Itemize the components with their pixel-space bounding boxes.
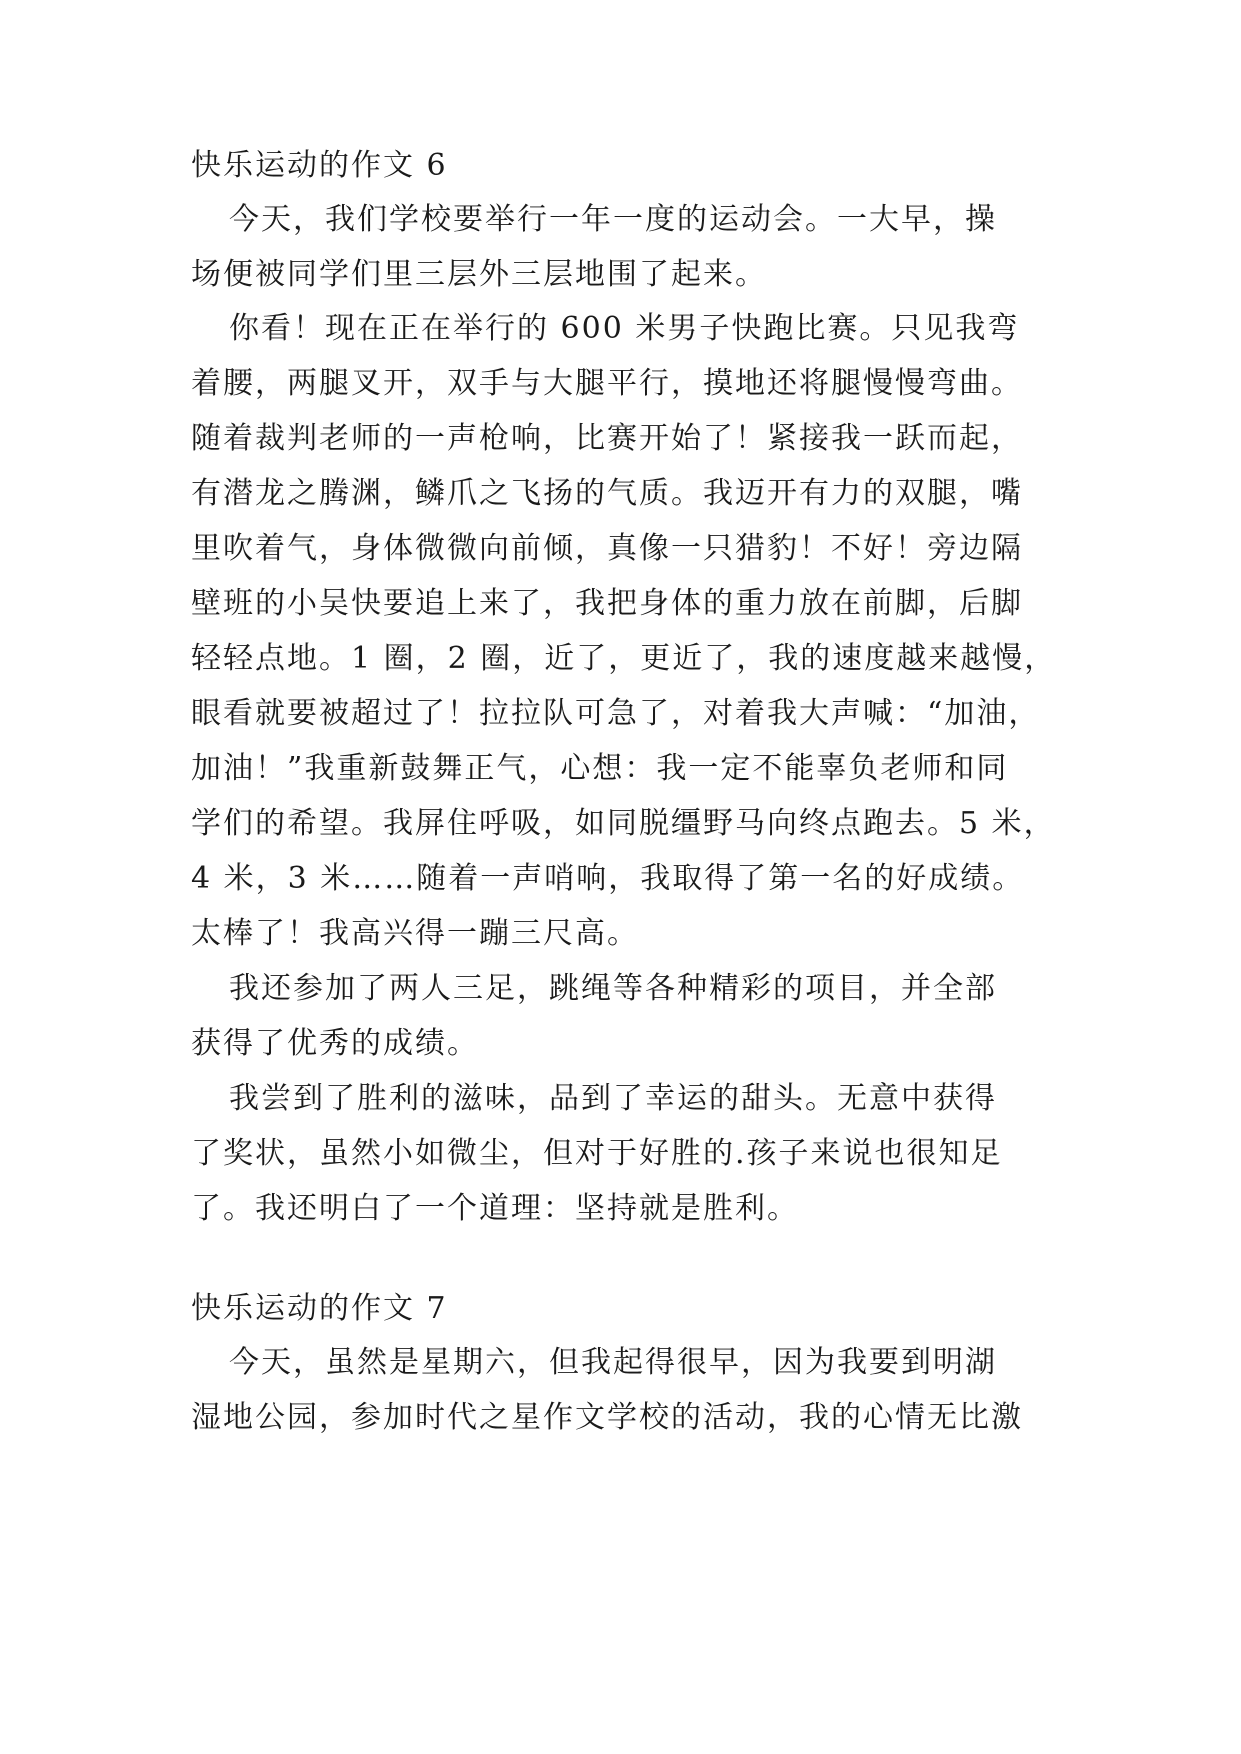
essay-6-paragraph-2-line-5: 里吹着气，身体微微向前倾，真像一只猎豹！不好！旁边隔	[191, 531, 1023, 566]
essay-7-paragraph-1-line-1: 今天，虽然是星期六，但我起得很早，因为我要到明湖	[229, 1345, 997, 1380]
essay-6-paragraph-2-line-10: 学们的希望。我屏住呼吸，如同脱缰野马向终点跑去。5 米，	[191, 806, 1056, 841]
essay-6-paragraph-2-line-12: 太棒了！我高兴得一蹦三尺高。	[191, 916, 639, 951]
essay-6-title: 快乐运动的作文 6	[191, 148, 448, 183]
essay-6-paragraph-2-line-6: 壁班的小吴快要追上来了，我把身体的重力放在前脚，后脚	[191, 586, 1023, 621]
essay-6-paragraph-2-line-4: 有潜龙之腾渊，鳞爪之飞扬的气质。我迈开有力的双腿，嘴	[191, 476, 1023, 511]
essay-6-paragraph-1-line-2: 场便被同学们里三层外三层地围了起来。	[191, 257, 767, 292]
essay-6-paragraph-3-line-2: 获得了优秀的成绩。	[191, 1026, 479, 1061]
essay-6-paragraph-2-line-1: 你看！现在正在举行的 600 米男子快跑比赛。只见我弯	[229, 311, 1020, 346]
essay-6-paragraph-2-line-3: 随着裁判老师的一声枪响，比赛开始了！紧接我一跃而起，	[191, 421, 1023, 456]
essay-7-title: 快乐运动的作文 7	[191, 1291, 448, 1326]
essay-6-paragraph-4-line-1: 我尝到了胜利的滋味，品到了幸运的甜头。无意中获得	[229, 1081, 997, 1116]
essay-6-paragraph-2-line-2: 着腰，两腿叉开，双手与大腿平行，摸地还将腿慢慢弯曲。	[191, 366, 1023, 401]
essay-6-paragraph-1-line-1: 今天，我们学校要举行一年一度的运动会。一大早，操	[229, 202, 997, 237]
essay-7-paragraph-1-line-2: 湿地公园，参加时代之星作文学校的活动，我的心情无比激	[191, 1400, 1023, 1435]
essay-6-paragraph-2-line-8: 眼看就要被超过了！拉拉队可急了，对着我大声喊：“加油，	[191, 696, 1041, 731]
essay-6-paragraph-4-line-2: 了奖状，虽然小如微尘，但对于好胜的.孩子来说也很知足	[191, 1136, 1003, 1171]
essay-6-paragraph-2-line-7: 轻轻点地。1 圈，2 圈，近了，更近了，我的速度越来越慢，	[191, 641, 1057, 676]
essay-6-paragraph-2-line-9: 加油！”我重新鼓舞正气，心想：我一定不能辜负老师和同	[191, 751, 1009, 786]
essay-6-paragraph-3-line-1: 我还参加了两人三足，跳绳等各种精彩的项目，并全部	[229, 971, 997, 1006]
essay-6-paragraph-2-line-11: 4 米，3 米……随着一声哨响，我取得了第一名的好成绩。	[191, 861, 1025, 896]
essay-6-paragraph-4-line-3: 了。我还明白了一个道理：坚持就是胜利。	[191, 1191, 799, 1226]
